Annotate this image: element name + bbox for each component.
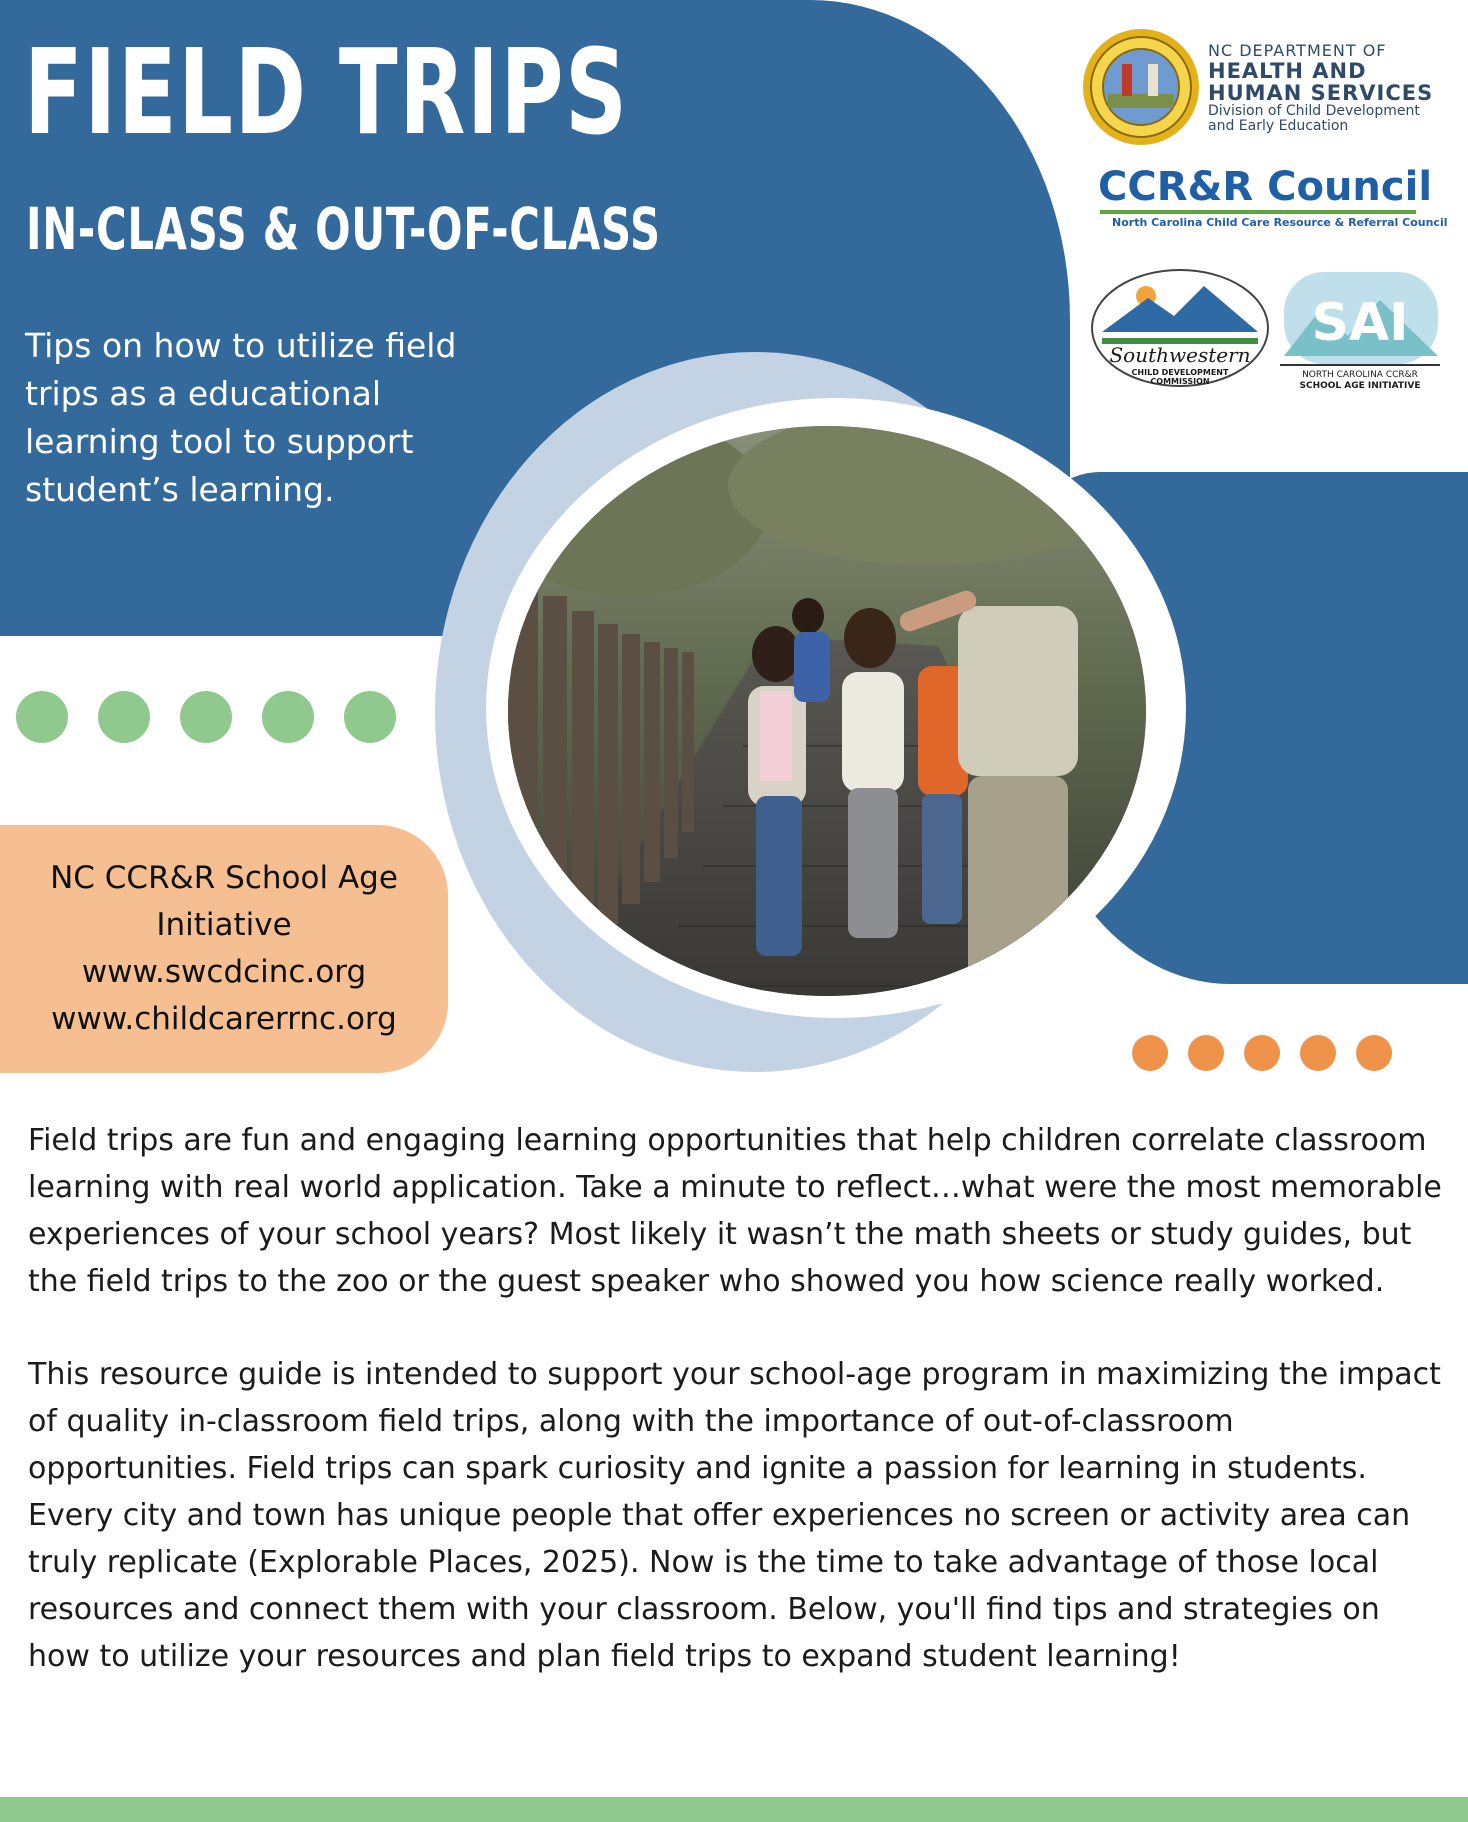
- body-paragraph-1: Field trips are fun and engaging learning opportunities that help children correlate classroom learning with real world application. Take a minute to reflect…what were the most memorable experiences of your school years? Most likely it wasn’t the math sheets or study guides, but the field trips to the zoo or the guest speaker who showed you how science really worked.: [28, 1123, 1442, 1299]
- page-subtitle: IN-CLASS & OUT-OF-CLASS: [26, 195, 661, 263]
- green-dots: [16, 691, 396, 743]
- swcd-sub-1: CHILD DEVELOPMENT: [1131, 368, 1229, 377]
- dhhs-line-4: Division of Child Development: [1208, 103, 1420, 119]
- page-title: FIELD TRIPS: [24, 23, 629, 161]
- footer-bar: [0, 1797, 1468, 1822]
- contact-box: [0, 825, 448, 1073]
- dhhs-logo: [1208, 42, 1433, 134]
- swcd-sub-2: COMMISSION: [1150, 377, 1210, 386]
- ccrr-council-logo: [1098, 164, 1448, 230]
- green-dot: [98, 691, 150, 743]
- green-dot: [344, 691, 396, 743]
- green-dot: [16, 691, 68, 743]
- green-dot: [180, 691, 232, 743]
- dhhs-line-5: and Early Education: [1208, 118, 1349, 134]
- nc-state-seal-icon: [1082, 28, 1200, 146]
- green-dot: [262, 691, 314, 743]
- sai-sub-1: NORTH CAROLINA CCR&R: [1302, 370, 1418, 380]
- sai-name: SAI: [1311, 293, 1409, 353]
- ccrr-underline: [1100, 210, 1416, 214]
- body-text: [28, 1117, 1448, 1726]
- contact-org-line-2: Initiative: [156, 907, 292, 943]
- orange-dot: [1356, 1035, 1392, 1071]
- orange-dot: [1132, 1035, 1168, 1071]
- orange-dots: [1132, 1035, 1392, 1071]
- contact-link-childcarerrnc[interactable]: www.childcarerrnc.org: [51, 1001, 397, 1037]
- ccrr-council-name: CCR&R Council: [1098, 164, 1433, 210]
- dhhs-line-1: NC DEPARTMENT OF: [1208, 41, 1387, 60]
- orange-dot: [1188, 1035, 1224, 1071]
- contact-org-line-1: NC CCR&R School Age: [50, 860, 398, 896]
- orange-dot: [1300, 1035, 1336, 1071]
- southwestern-logo: [1088, 258, 1272, 398]
- dhhs-line-3: HUMAN SERVICES: [1208, 81, 1434, 105]
- field-trip-photo: [508, 426, 1146, 996]
- dhhs-line-2: HEALTH AND: [1208, 59, 1367, 83]
- ccrr-council-sub: North Carolina Child Care Resource & Referral Council: [1112, 216, 1448, 229]
- sai-logo: [1276, 260, 1444, 400]
- body-paragraph-2: This resource guide is intended to support your school-age program in maximizing the impact of quality in-classroom field trips, along with the importance of out-of-classroom opportunities. Field trips can spark curiosity and ignite a passion for learning in students. Every city and town has unique people that offer experiences no screen or activity area can truly replicate (Explorable Places, 2025). Now is the time to take advantage of those local resources and connect them with your classroom. Below, you'll find tips and strategies on how to utilize your resources and plan field trips to expand student learning!: [28, 1357, 1441, 1674]
- sai-sub-2: SCHOOL AGE INITIATIVE: [1299, 381, 1421, 391]
- contact-link-swcdc[interactable]: www.swcdcinc.org: [81, 954, 367, 990]
- logo-group: [1080, 24, 1460, 404]
- tagline: Tips on how to utilize field trips as a educational learning tool to support student’s learning.: [25, 326, 457, 509]
- orange-dot: [1244, 1035, 1280, 1071]
- swcd-name: Southwestern: [1109, 343, 1251, 367]
